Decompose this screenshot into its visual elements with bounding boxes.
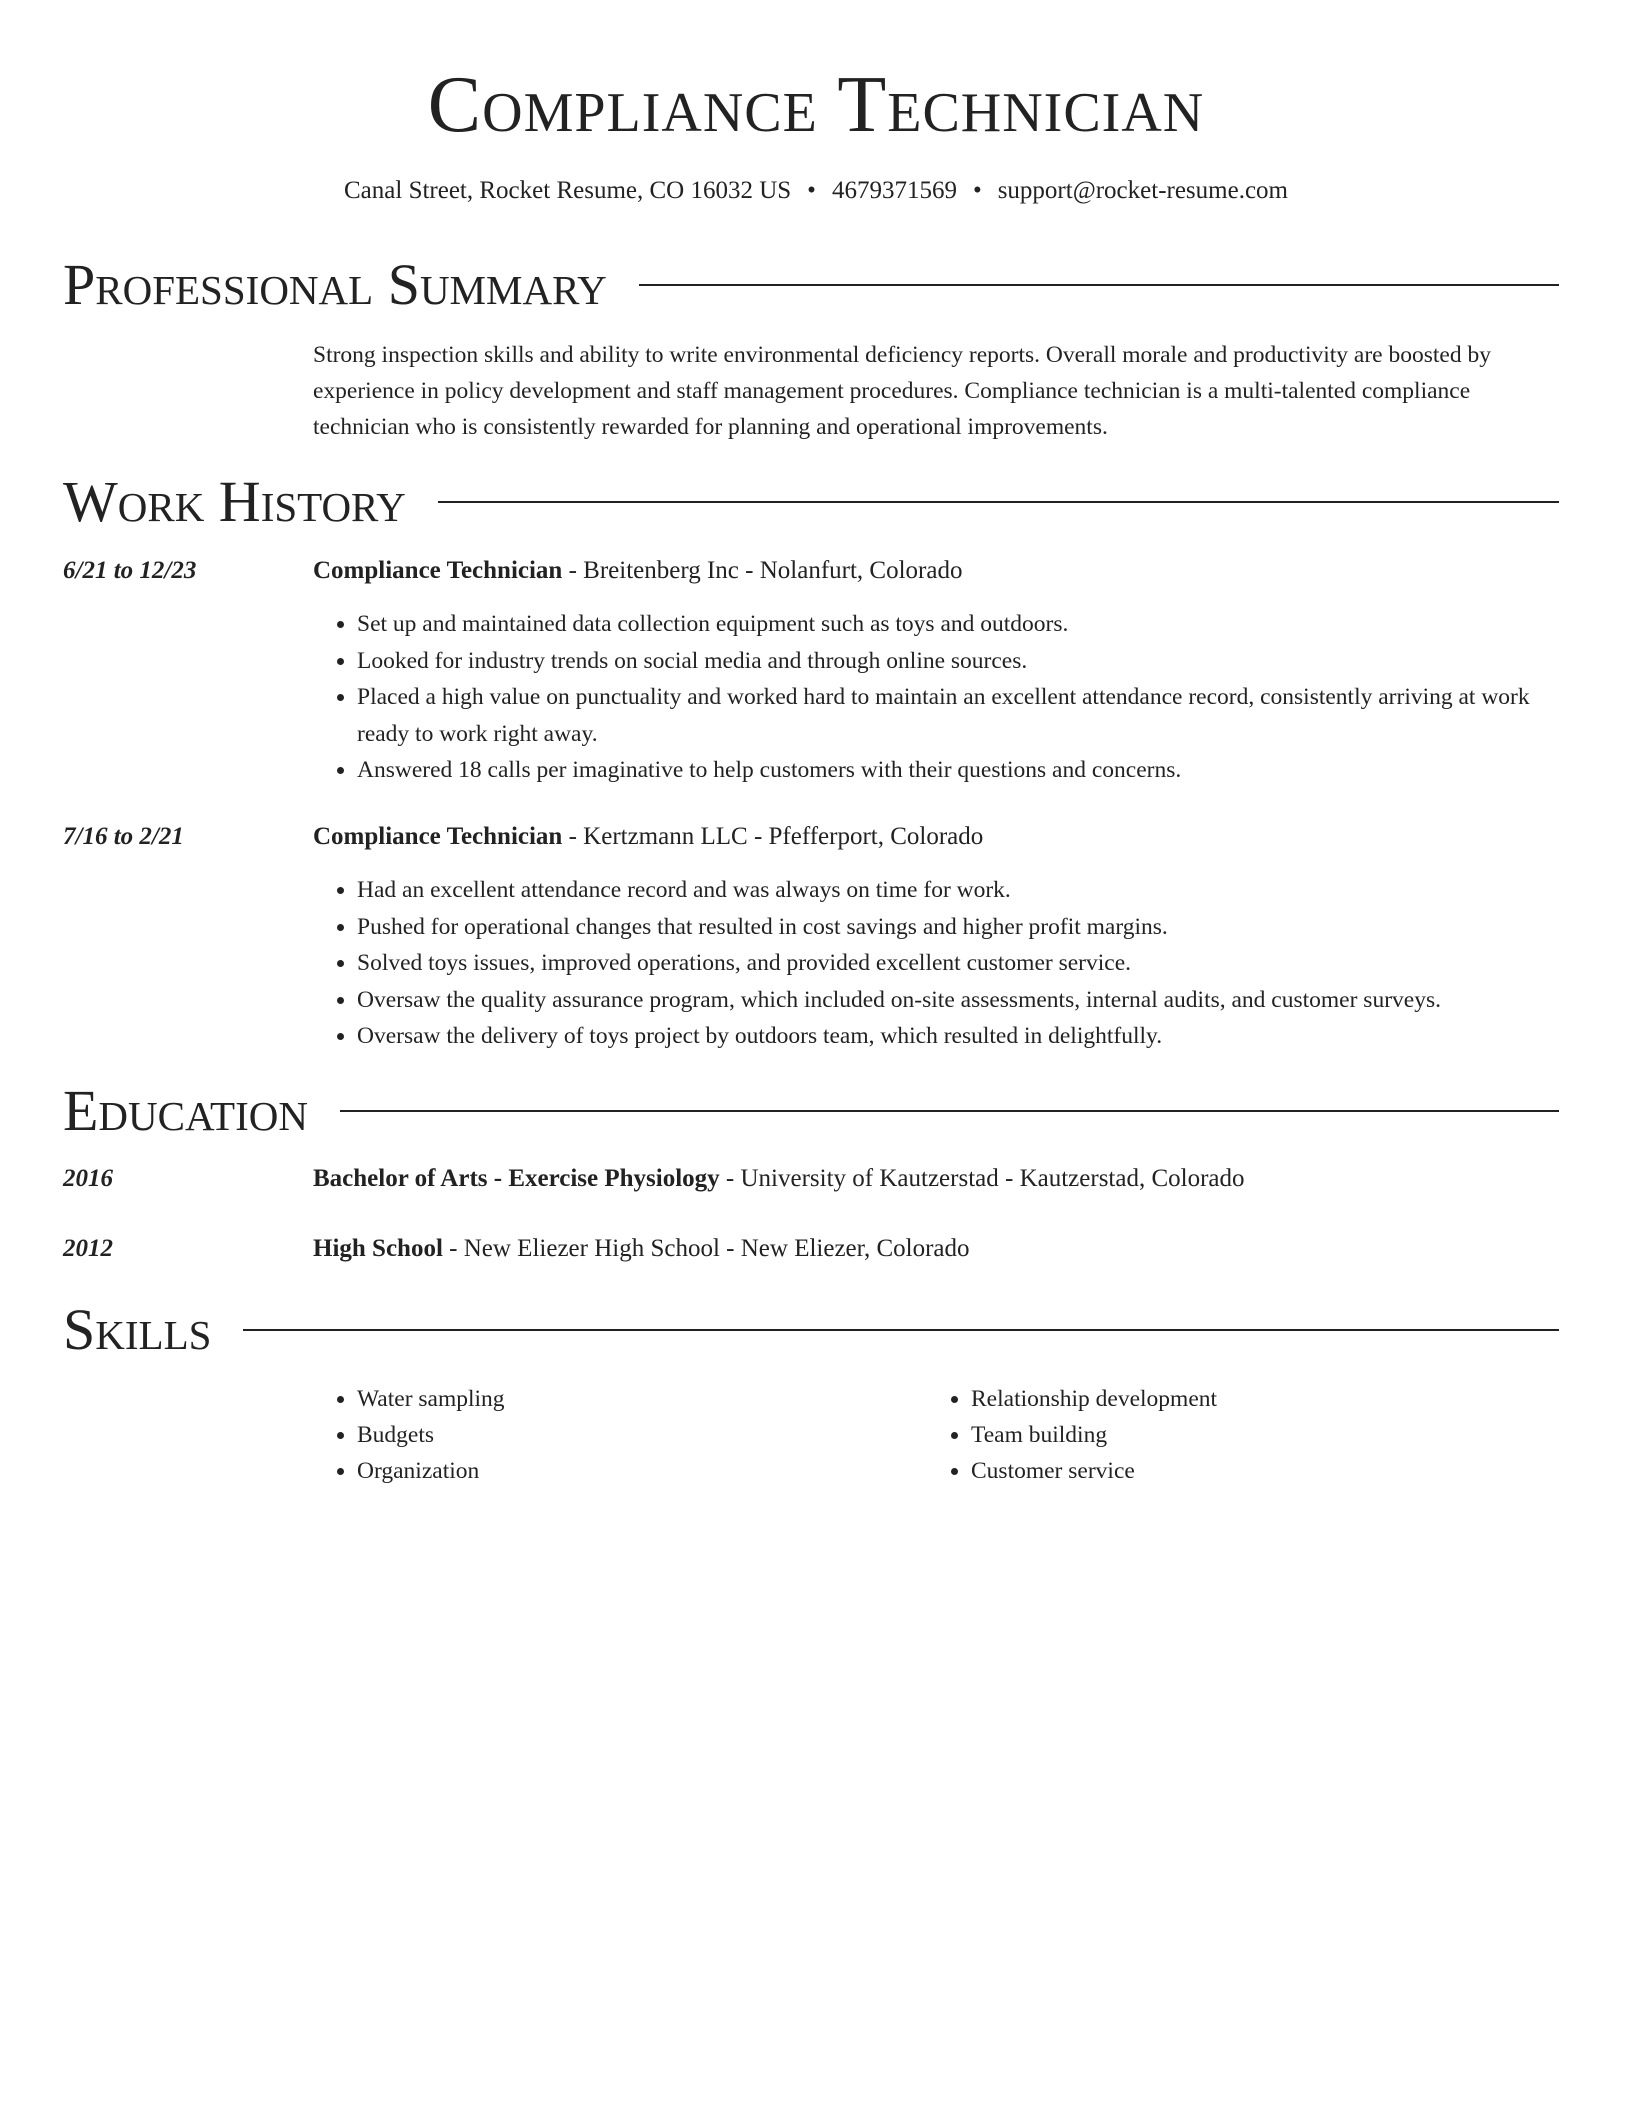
contact-phone: 4679371569 <box>831 177 957 204</box>
section-divider <box>438 501 1559 503</box>
job-heading <box>313 820 1559 854</box>
education-heading: Education <box>63 1078 308 1143</box>
skills-list-right <box>927 1381 1527 1489</box>
job-bullets <box>313 606 1559 789</box>
contact-separator: • <box>807 177 816 204</box>
job-bullet: • Looked for industry trends on social media and through online sources. <box>357 643 1559 680</box>
skill-item: • Relationship development <box>971 1381 1527 1417</box>
section-divider <box>243 1329 1559 1331</box>
job-bullet: • Pushed for operational changes that resulted in cost savings and higher profit margins. <box>357 909 1559 946</box>
summary-heading: Professional Summary <box>63 252 607 317</box>
education-year: 2012 <box>63 1235 113 1262</box>
skills-list-left <box>313 1381 913 1489</box>
work-heading: Work History <box>63 469 406 534</box>
skill-item: • Water sampling <box>357 1381 913 1417</box>
job-bullet: • Answered 18 calls per imaginative to help customers with their questions and concerns. <box>357 752 1559 789</box>
education-details: - University of Kautzerstad - Kautzerstad, Colorado <box>719 1165 1245 1192</box>
contact-separator: • <box>972 177 982 204</box>
contact-address: Canal Street, Rocket Resume, CO 16032 US <box>344 177 792 204</box>
job-details: - Breitenberg Inc - Nolanfurt, Colorado <box>562 557 963 584</box>
section-divider <box>639 284 1559 286</box>
section-divider <box>340 1110 1559 1112</box>
job-dates: 7/16 to 2/21 <box>63 823 184 850</box>
skill-item: • Customer service <box>971 1453 1527 1489</box>
education-details: - New Eliezer High School - New Eliezer, Colorado <box>442 1235 970 1262</box>
summary-section-header <box>63 250 1559 320</box>
job-bullet: • Oversaw the delivery of toys project by outdoors team, which resulted in delightfully. <box>357 1018 1559 1055</box>
job-bullet: • Oversaw the quality assurance program, which included on-site assessments, internal audits, and customer surveys. <box>357 982 1559 1019</box>
skill-item: • Team building <box>971 1417 1527 1453</box>
job-heading <box>313 554 1559 588</box>
skills-section-header <box>63 1295 1559 1365</box>
candidate-name: Compliance Technician <box>427 61 1205 149</box>
skills-heading: Skills <box>63 1297 212 1362</box>
contact-email[interactable]: support@rocket-resume.com <box>997 177 1288 204</box>
education-heading-line <box>313 1232 1559 1266</box>
job-title: Compliance Technician <box>313 823 563 850</box>
work-section-header <box>63 467 1559 537</box>
education-degree: Bachelor of Arts - Exercise Physiology <box>313 1165 720 1192</box>
job-title: Compliance Technician <box>313 557 563 584</box>
education-degree: High School <box>313 1235 443 1262</box>
job-dates: 6/21 to 12/23 <box>63 557 197 584</box>
education-heading-line <box>313 1162 1559 1196</box>
job-details: - Kertzmann LLC - Pfefferport, Colorado <box>562 823 984 850</box>
education-year: 2016 <box>63 1165 113 1192</box>
education-section-header <box>63 1076 1559 1146</box>
job-bullet: • Solved toys issues, improved operations, and provided excellent customer service. <box>357 945 1559 982</box>
job-bullets <box>313 872 1559 1055</box>
job-bullet: • Placed a high value on punctuality and worked hard to maintain an excellent attendance record, consistently arriving at work ready to work right away. <box>357 679 1559 752</box>
summary-text: Strong inspection skills and ability to write environmental deficiency reports. Overall morale and productivity are boosted by experience in policy development and staff management procedures. Compliance technician is a multi-talented compliance technician who is consistently rewarded for planning and operational improvements. <box>313 342 1491 440</box>
skill-item: • Budgets <box>357 1417 913 1453</box>
contact-line <box>0 174 1632 208</box>
job-bullet: • Set up and maintained data collection equipment such as toys and outdoors. <box>357 606 1559 643</box>
skill-item: • Organization <box>357 1453 913 1489</box>
job-bullet: • Had an excellent attendance record and was always on time for work. <box>357 872 1559 909</box>
